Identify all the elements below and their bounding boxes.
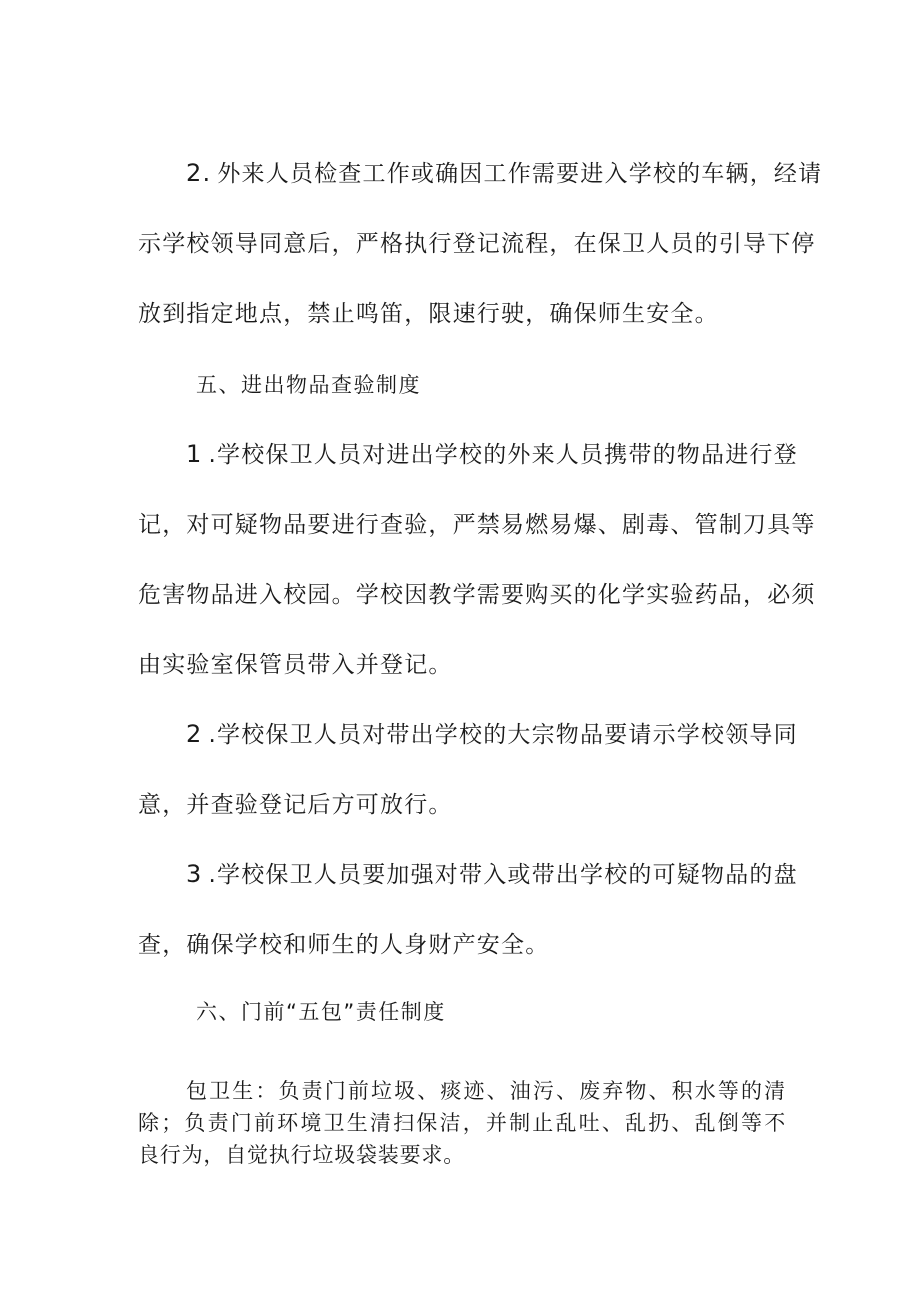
s5-item1-line4: 由实验室保管员带入并登记。 [138, 652, 453, 678]
s5-item1-line3: 危害物品进入校园。学校因教学需要购买的化学实验药品，必须 [138, 582, 816, 608]
s6-para1-line3: 良行为，自觉执行垃圾袋装要求。 [138, 1143, 465, 1167]
s6-para1-line2: 除；负责门前环境卫生清扫保洁，并制止乱吐、乱扔、乱倒等不 [138, 1111, 786, 1135]
s6-para1-line1: 包卫生：负责门前垃圾、痰迹、油污、废弃物、积水等的清 [186, 1079, 786, 1103]
s4-item2-line3: 放到指定地点，禁止鸣笛，限速行驶，确保师生安全。 [138, 301, 719, 327]
s5-item1-number: 1 [186, 440, 203, 468]
section5-heading: 五、进出物品查验制度 [196, 373, 421, 397]
s4-item2-line1 [186, 155, 823, 188]
s5-item2-line2: 意，并查验登记后方可放行。 [138, 792, 453, 818]
s4-item2-text1: 外来人员检查工作或确因工作需要进入学校的车辆，经请 [217, 161, 823, 187]
s5-item2-number: 2 [186, 720, 203, 748]
s5-item2-line1 [186, 716, 798, 749]
s5-item2-text1: .学校保卫人员对带出学校的大宗物品要请示学校领导同 [208, 722, 798, 748]
section6-heading: 六、门前“五包”责任制度 [196, 1000, 446, 1024]
s5-item1-text1: .学校保卫人员对进出学校的外来人员携带的物品进行登 [208, 442, 798, 468]
s4-item2-number: 2. [186, 159, 212, 187]
s5-item3-text1: .学校保卫人员要加强对带入或带出学校的可疑物品的盘 [208, 862, 798, 888]
s5-item1-line2: 记，对可疑物品要进行查验，严禁易燃易爆、剧毒、管制刀具等 [138, 512, 816, 538]
s4-item2-line2: 示学校领导同意后，严格执行登记流程，在保卫人员的引导下停 [138, 231, 816, 257]
s5-item3-line2: 查，确保学校和师生的人身财产安全。 [138, 932, 550, 958]
s5-item3-number: 3 [186, 860, 203, 888]
s5-item1-line1 [186, 436, 798, 469]
s5-item3-line1 [186, 856, 798, 889]
